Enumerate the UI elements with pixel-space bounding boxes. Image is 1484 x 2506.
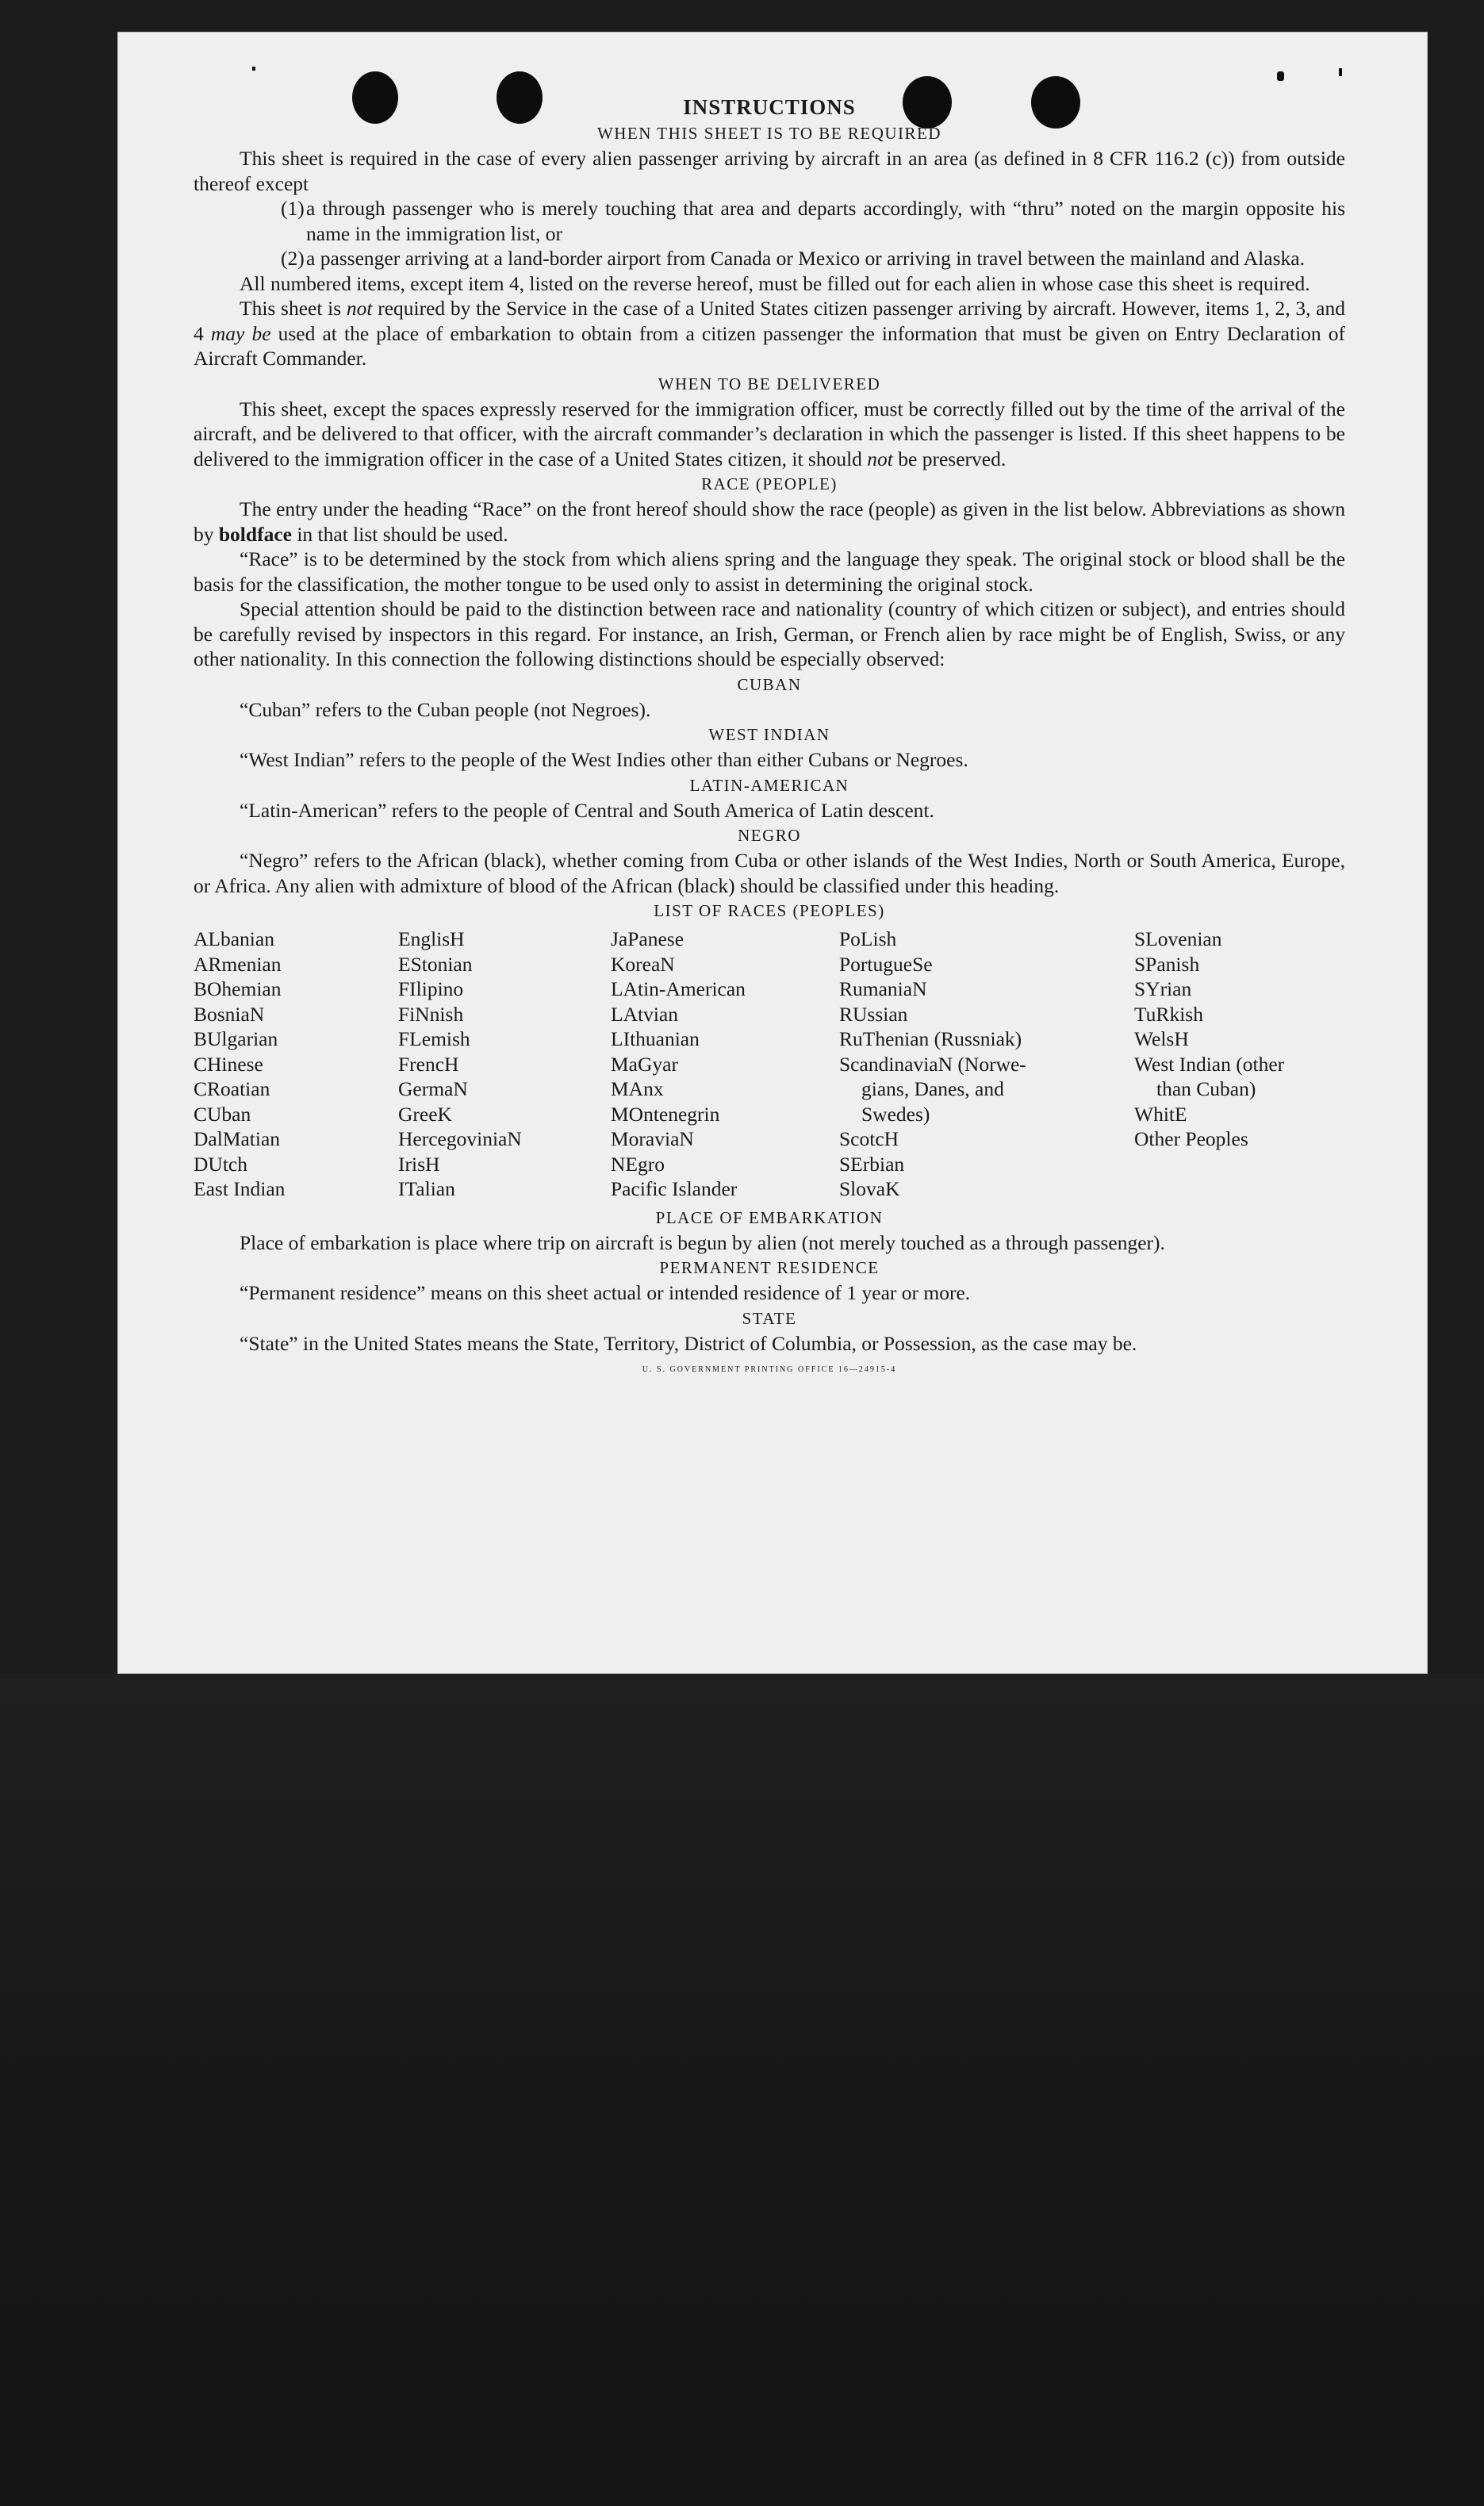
race-entry: TuRkish bbox=[1134, 1002, 1203, 1026]
section-heading: CUBAN bbox=[737, 674, 802, 694]
paragraph: “Permanent residence” means on this sheet actual or intended residence of 1 year or more. bbox=[240, 1281, 971, 1304]
scan-speck bbox=[1277, 71, 1284, 81]
document-sheet bbox=[117, 32, 1428, 1674]
race-entry: West Indian (other bbox=[1134, 1052, 1285, 1076]
race-entry: RUssian bbox=[839, 1002, 908, 1026]
section-heading: NEGRO bbox=[738, 826, 801, 845]
paragraph: This sheet is required in the case of every alien passenger arriving by aircraft in an area (as defined in 8 CFR 116.2 (c)) from outside thereof except bbox=[194, 147, 1345, 195]
section-heading: WHEN TO BE DELIVERED bbox=[658, 374, 881, 393]
item-text: a passenger arriving at a land-border airport from Canada or Mexico or arriving in travel between the mainland and Alaska. bbox=[306, 247, 1305, 270]
race-entry: FLemish bbox=[398, 1027, 470, 1050]
list-item bbox=[281, 246, 1345, 271]
race-entry: than Cuban) bbox=[1156, 1077, 1256, 1100]
race-entry: FrencH bbox=[398, 1052, 459, 1076]
race-entry: LAtvian bbox=[611, 1002, 678, 1026]
section-heading: PLACE OF EMBARKATION bbox=[655, 1207, 884, 1227]
race-entry: MoraviaN bbox=[611, 1127, 694, 1150]
race-entry: SErbian bbox=[839, 1152, 905, 1176]
races-column bbox=[194, 927, 398, 1202]
race-entry: HercegoviniaN bbox=[398, 1127, 522, 1150]
race-entry: BosniaN bbox=[194, 1002, 265, 1026]
page-title: INSTRUCTIONS bbox=[683, 95, 856, 119]
race-entry: KoreaN bbox=[611, 952, 675, 976]
race-entry: JaPanese bbox=[611, 927, 684, 950]
paragraph: “West Indian” refers to the people of the West Indies other than either Cubans or Negroes. bbox=[240, 748, 968, 771]
race-entry: CRoatian bbox=[194, 1077, 270, 1100]
section-heading: PERMANENT RESIDENCE bbox=[659, 1258, 880, 1277]
scanner-background bbox=[0, 1674, 1484, 2506]
race-entry: SlovaK bbox=[839, 1177, 900, 1200]
race-entry: MOntenegrin bbox=[611, 1102, 720, 1126]
section-heading: LATIN-AMERICAN bbox=[689, 775, 849, 795]
paragraph: “Cuban” refers to the Cuban people (not Negroes). bbox=[240, 697, 651, 721]
race-entry: RumaniaN bbox=[839, 977, 927, 1000]
paragraph: This sheet is not required by the Service in the case of a United States citizen passenger arriving by aircraft. However, items 1, 2, 3, and 4 may be used at the place of embarkation to obtain from a citizen passenger the information that must be given on Entry Declaration of Aircraft Commander. bbox=[194, 297, 1345, 370]
race-entry: East Indian bbox=[194, 1177, 286, 1200]
race-entry: EnglisH bbox=[398, 927, 465, 950]
race-entry: IrisH bbox=[398, 1152, 440, 1176]
race-entry: RuThenian (Russniak) bbox=[839, 1027, 1022, 1050]
item-number: (2) bbox=[281, 247, 305, 270]
paragraph: The entry under the heading “Race” on the front hereof should show the race (people) as given in the list below. Abbreviations as shown by boldface in that list should be used. bbox=[194, 497, 1345, 546]
paragraph: This sheet, except the spaces expressly reserved for the immigration officer, must be correctly filled out by the time of the arrival of the aircraft, and be delivered to that officer, with the aircraft commander’s declaration in which the passenger is listed. If this sheet happens to be delivered to the immigration officer in the case of a United States citizen, it should not be preserved. bbox=[194, 397, 1345, 470]
races-column bbox=[398, 927, 611, 1202]
race-entry: gians, Danes, and bbox=[861, 1077, 1004, 1100]
item-number: (1) bbox=[281, 197, 305, 220]
race-entry: ALbanian bbox=[194, 927, 274, 950]
list-item bbox=[281, 196, 1345, 246]
paragraph: All numbered items, except item 4, listed on the reverse hereof, must be filled out for each alien in whose case this sheet is required. bbox=[240, 271, 1310, 295]
races-column bbox=[1134, 927, 1345, 1202]
race-entry: WhitE bbox=[1134, 1102, 1187, 1126]
scan-speck bbox=[252, 67, 255, 71]
paragraph: “Negro” refers to the African (black), whether coming from Cuba or other islands of the West Indies, North or South America, Europe, or Africa. Any alien with admixture of blood of the African (black) should be classified under this heading. bbox=[194, 849, 1345, 897]
race-entry: Pacific Islander bbox=[611, 1177, 738, 1200]
race-entry: FiNnish bbox=[398, 1002, 464, 1026]
races-list bbox=[194, 927, 1345, 1202]
race-entry: SYrian bbox=[1134, 977, 1192, 1000]
race-entry: Swedes) bbox=[861, 1102, 930, 1126]
race-entry: EStonian bbox=[398, 952, 473, 976]
race-entry: BOhemian bbox=[194, 977, 282, 1000]
section-heading: STATE bbox=[742, 1308, 797, 1328]
race-entry: GermaN bbox=[398, 1077, 468, 1100]
race-entry: NEgro bbox=[611, 1152, 665, 1176]
section-heading: RACE (PEOPLE) bbox=[701, 474, 838, 493]
section-heading: WEST INDIAN bbox=[708, 725, 830, 744]
printer-imprint: U. S. GOVERNMENT PRINTING OFFICE 16—24915-4 bbox=[642, 1365, 897, 1374]
race-entry: PoLish bbox=[839, 927, 897, 950]
race-entry: DalMatian bbox=[194, 1127, 281, 1150]
races-column bbox=[839, 927, 1134, 1202]
race-entry: PortugueSe bbox=[839, 952, 933, 976]
paragraph: Place of embarkation is place where trip on aircraft is begun by alien (not merely touched as a through passenger). bbox=[240, 1230, 1165, 1254]
instructions-text bbox=[194, 94, 1345, 1378]
item-text: a through passenger who is merely touching that area and departs accordingly, with “thru” noted on the margin opposite his name in the immigration list, or bbox=[306, 197, 1345, 245]
race-entry: GreeK bbox=[398, 1102, 452, 1126]
section-heading: LIST OF RACES (PEOPLES) bbox=[654, 901, 885, 920]
race-entry: Other Peoples bbox=[1134, 1127, 1248, 1150]
race-entry: ScotcH bbox=[839, 1127, 899, 1150]
race-entry: ITalian bbox=[398, 1177, 455, 1200]
race-entry: CHinese bbox=[194, 1052, 263, 1076]
race-entry: SPanish bbox=[1134, 952, 1200, 976]
paragraph: “Race” is to be determined by the stock from which aliens spring and the language they speak. The original stock or blood shall be the basis for the classification, the mother tongue to be used only to assist in determining the original stock. bbox=[194, 547, 1345, 596]
section-heading: WHEN THIS SHEET IS TO BE REQUIRED bbox=[596, 124, 942, 143]
race-entry: MAnx bbox=[611, 1077, 664, 1100]
races-column bbox=[611, 927, 839, 1202]
race-entry: DUtch bbox=[194, 1152, 247, 1176]
race-entry: ScandinaviaN (Norwe- bbox=[839, 1052, 1026, 1076]
race-entry: ARmenian bbox=[194, 952, 282, 976]
race-entry: CUban bbox=[194, 1102, 251, 1126]
scan-speck bbox=[1339, 68, 1342, 76]
paragraph: “Latin-American” refers to the people of Central and South America of Latin descent. bbox=[240, 798, 934, 822]
race-entry: LAtin-American bbox=[611, 977, 746, 1000]
race-entry: FIlipino bbox=[398, 977, 464, 1000]
race-entry: LIthuanian bbox=[611, 1027, 700, 1050]
race-entry: WelsH bbox=[1134, 1027, 1189, 1050]
race-entry: BUlgarian bbox=[194, 1027, 278, 1050]
paragraph: Special attention should be paid to the distinction between race and nationality (country of which citizen or subject), and entries should be carefully revised by inspectors in this regard. For instance, an Irish, German, or French alien by race might be of English, Swiss, or any other nationality. In this connection the following distinctions should be especially observed: bbox=[194, 597, 1345, 670]
paragraph: “State” in the United States means the State, Territory, District of Columbia, or Possession, as the case may be. bbox=[240, 1331, 1137, 1355]
race-entry: MaGyar bbox=[611, 1052, 678, 1076]
race-entry: SLovenian bbox=[1134, 927, 1222, 950]
